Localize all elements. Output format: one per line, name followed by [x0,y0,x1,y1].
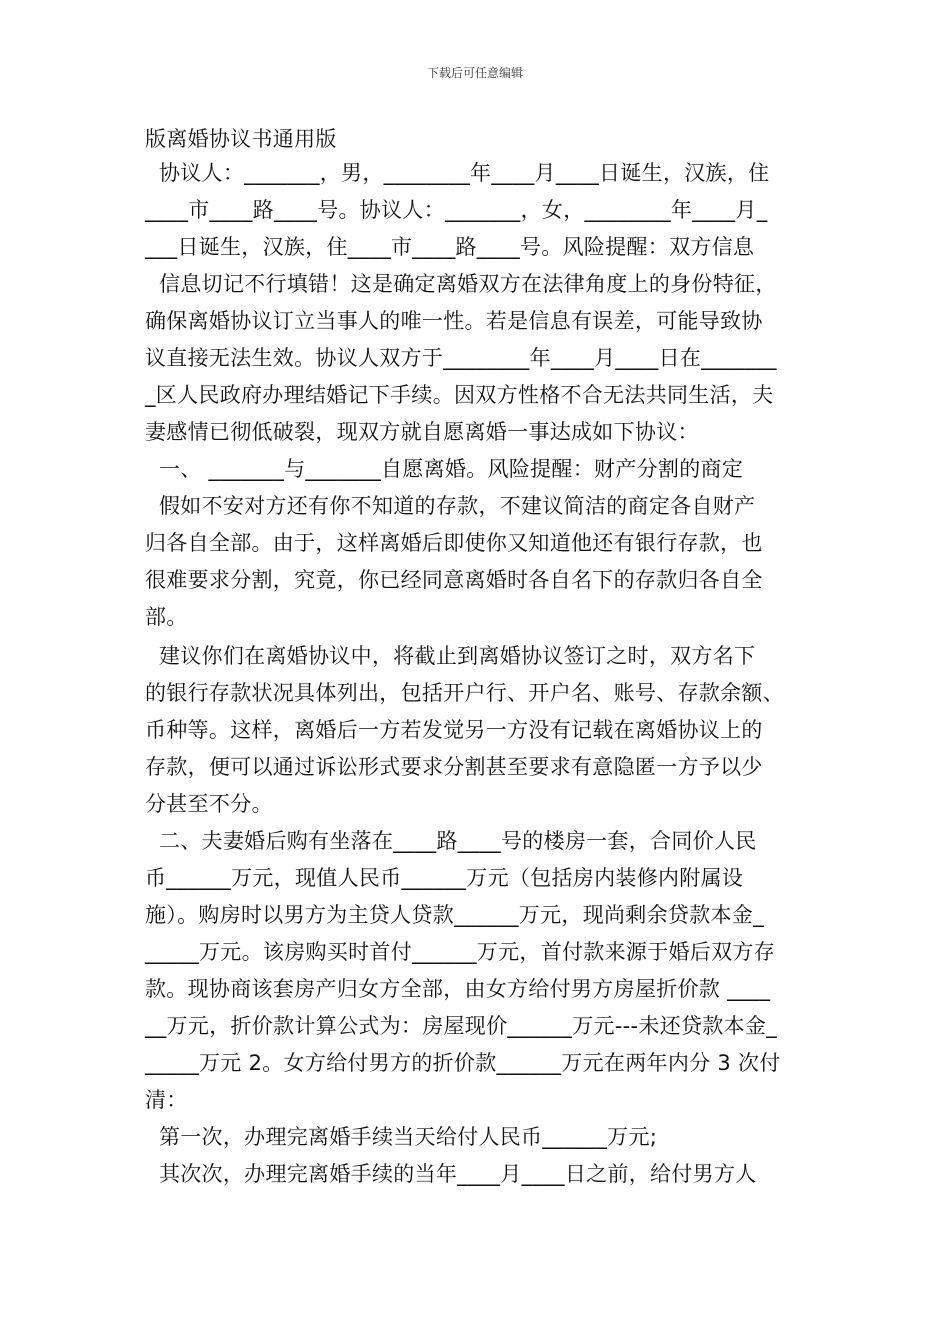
body-line: 部。 [145,605,188,629]
body-line: 协议人：_______，男，________年____月____日诞生，汉族，住 [145,161,770,185]
body-line: _区人民政府办理结婚记下手续。因双方性格不合无法共同生活，夫 [145,383,774,407]
body-line: 妻感情已彻低破裂，现双方就自愿离婚一事达成如下协议： [145,420,699,444]
body-line: 信息切记不行填错！这是确定离婚双方在法律角度上的身份特征， [145,272,777,296]
section-heading: 二、夫妻婚后购有坐落在____路____号的楼房一套，合同价人民 [145,829,757,853]
body-line: 假如不安对方还有你不知道的存款，不建议简洁的商定各自财产 [145,494,756,518]
header-note: 下载后可任意编辑 [426,66,523,80]
body-line: 清： [145,1088,188,1112]
body-line: 确保离婚协议订立当事人的唯一性。若是信息有误差，可能导致协 [145,309,763,333]
body-line: 款。现协商该套房产归女方全部，由女方给付男方房屋折价款 ____ [145,977,771,1001]
body-line: 币______万元，现值人民币______万元（包括房内装修内附属设 [145,866,744,890]
body-line: 议直接无法生效。协议人双方于________年____月____日在_______ [145,346,777,370]
body-line: 存款，便可以通过诉讼形式要求分割甚至要求有意隐匿一方予以少 [145,755,763,779]
body-line: 第一次，办理完离婚手续当天给付人民币______万元; [145,1125,658,1149]
document-title: 版离婚协议书通用版 [145,127,337,151]
body-line: __万元，折价款计算公式为：房屋现价______万元---未还贷款本金_ [145,1014,778,1038]
section-heading: 一、 _______与_______自愿离婚。风险提醒：财产分割的商定 [145,457,744,481]
body-line: _____万元 2。女方给付男方的折价款______万元在两年内分 3 次付 [145,1051,781,1075]
body-line: 很难要求分割，究竟，你已经同意离婚时各自名下的存款归各自全 [145,568,763,592]
body-line: ____市____路____号。协议人：_______，女，________年____月_ [145,198,768,222]
body-line: 其次次，办理完离婚手续的当年____月____日之前，给付男方人 [145,1162,757,1186]
body-line: _____万元。该房购买时首付______万元，首付款来源于婚后双方存 [145,940,775,964]
body-line: 的银行存款状况具体列出，包括开户行、开户名、账号、存款余额、 [145,681,784,705]
body-line: 币种等。这样，离婚后一方若发觉另一方没有记载在离婚协议上的 [145,718,763,742]
body-line: 建议你们在离婚协议中，将截止到离婚协议签订之时，双方名下 [145,644,756,668]
body-line: ___日诞生，汉族，住____市____路____号。风险提醒：双方信息 [145,235,755,259]
body-line: 分甚至不分。 [145,792,273,816]
body-line: 施）。购房时以男方为主贷人贷款______万元，现尚剩余贷款本金_ [145,903,764,927]
body-line: 归各自全部。由于，这样离婚后即使你又知道他还有银行存款，也 [145,531,763,555]
